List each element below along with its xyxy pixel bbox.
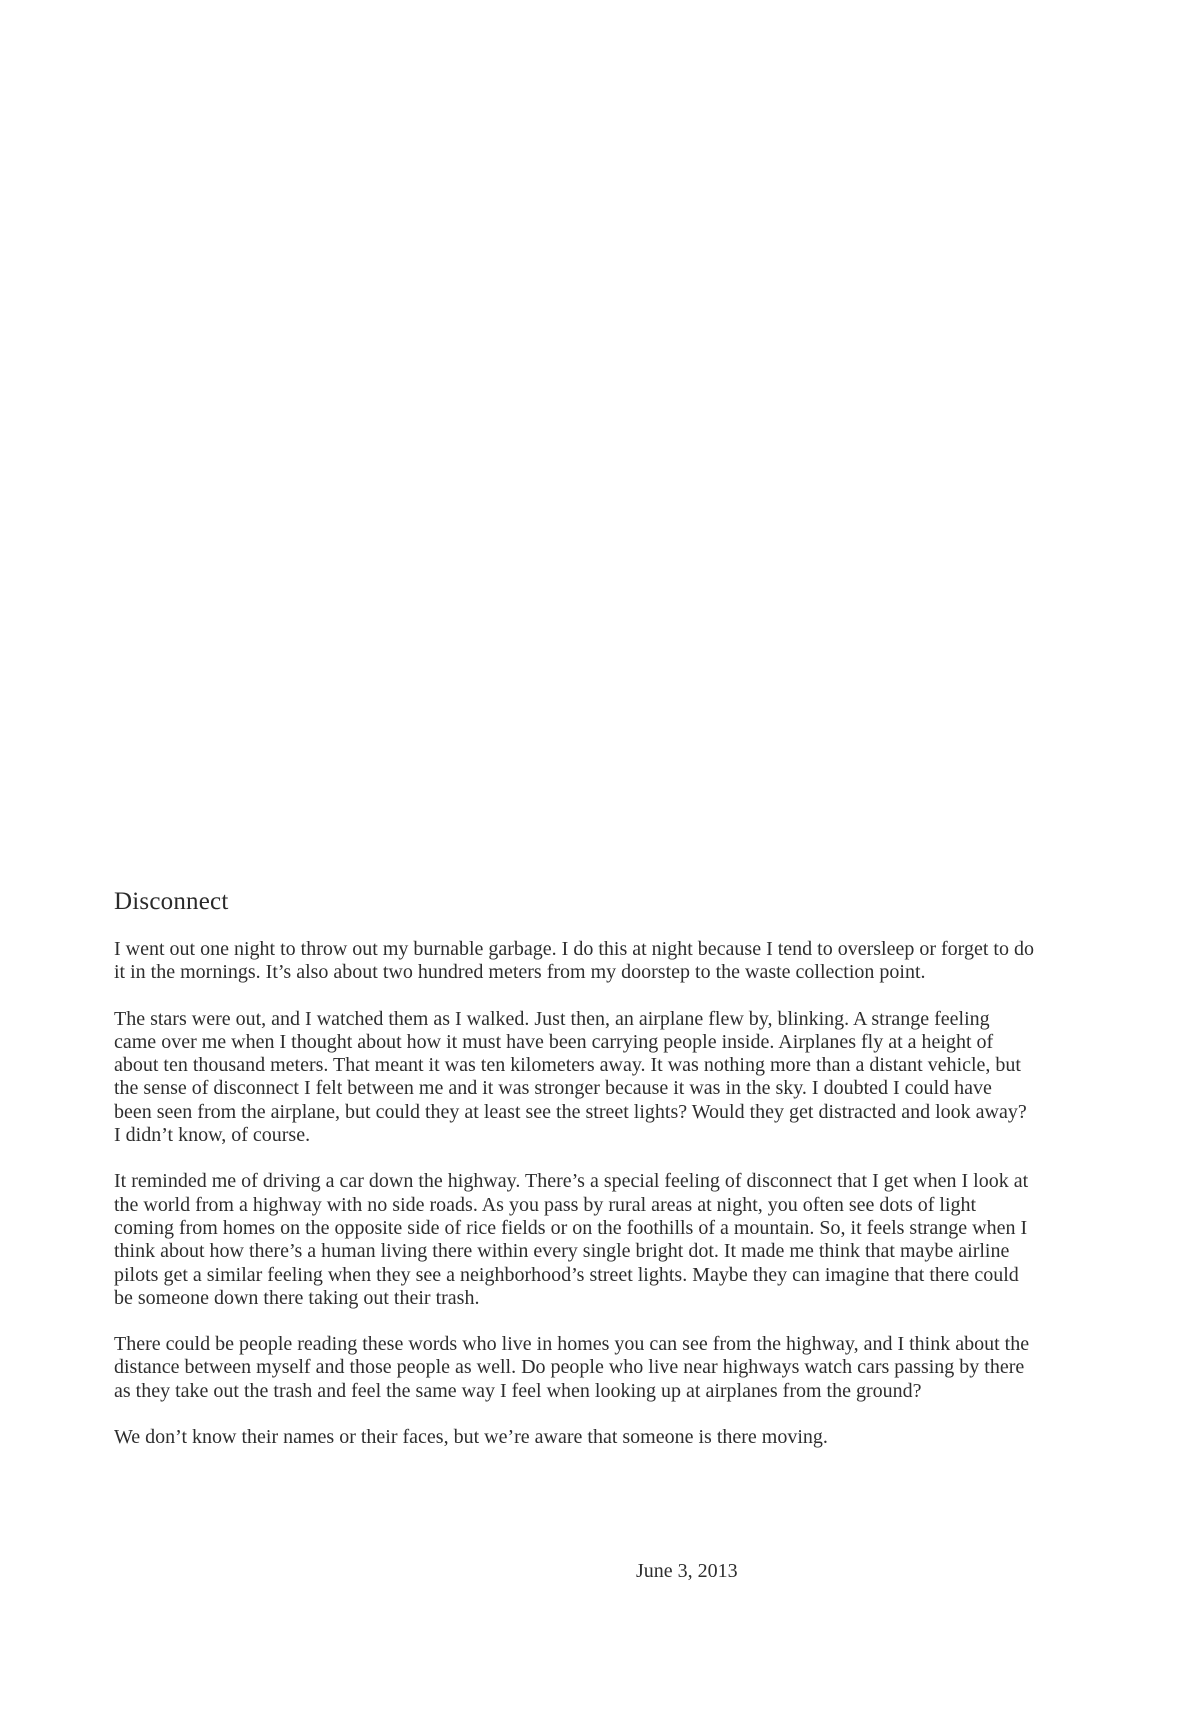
essay-date: June 3, 2013 (636, 1560, 738, 1582)
paragraph-3: It reminded me of driving a car down the highway. There’s a special feeling of disconnect that I get when I look at the world from a highway with no side roads. As you pass by rural areas at night, you often see dots of light coming from homes on the opposite side of rice fields or on the foothills of a mountain. So, it feels strange when I think about how there’s a human living there within every single bright dot. It made me think that maybe airline pilots get a similar feeling when they see a neighborhood’s street lights. Maybe they can imagine that there could be someone down there taking out their trash. (114, 1170, 1029, 1309)
essay-title: Disconnect (114, 888, 229, 915)
paragraph-5: We don’t know their names or their faces, but we’re aware that someone is there moving. (114, 1426, 828, 1449)
paragraph-2: The stars were out, and I watched them as I walked. Just then, an airplane flew by, blinking. A strange feeling came over me when I thought about how it must have been carrying people inside. Airplanes fly at a height of about ten thousand meters. That meant it was ten kilometers away. It was nothing more than a distant vehicle, but the sense of disconnect I felt between me and it was stronger because it was in the sky. I doubted I could have been seen from the airplane, but could they at least see the street lights? Would they get distracted and look away? I didn’t know, of course. (114, 1007, 1027, 1147)
paragraph-4: There could be people reading these words who live in homes you can see from the highway, and I think about the distance between myself and those people as well. Do people who live near highways watch cars passing by there as they take out the trash and feel the same way I feel when looking up at airplanes from the ground? (114, 1333, 1030, 1402)
essay-body (114, 888, 1034, 1472)
paragraph-1: I went out one night to throw out my burnable garbage. I do this at night because I tend to oversleep or forget to do it in the mornings. It’s also about two hundred meters from my doorstep to the waste collection point. (114, 938, 1034, 984)
